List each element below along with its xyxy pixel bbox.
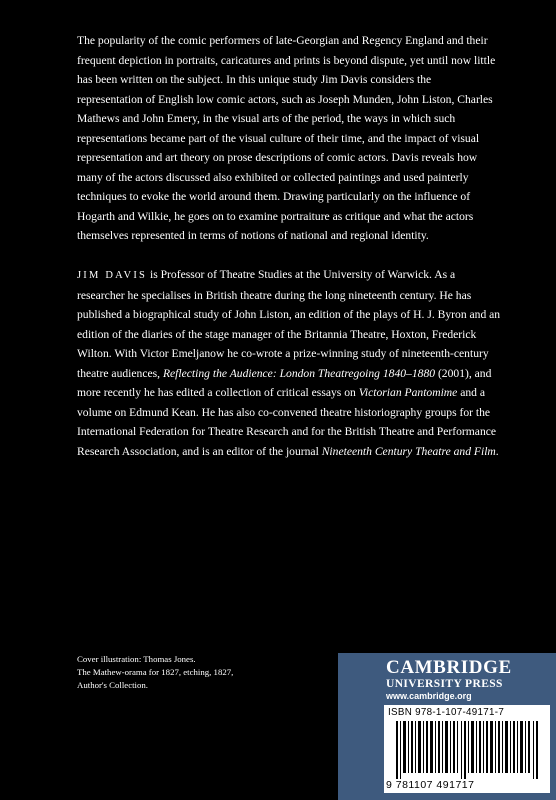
bio-text-4: . — [495, 444, 499, 458]
bio-text-1: is Professor of Theatre Studies at the University of Warwick. As a researcher he specialises in British theatre during the long nineteenth century. He has published a biographical study of John Liston, an edition of the plays of H. J. Byron and an edition of the diaries of the stage manager of the Britannia Theatre, Hoxton, Frederick Wilton. With Victor Emeljanow he co-wrote a prize-winning study of nineteenth-century theatre audiences, — [77, 268, 501, 380]
publisher-subtitle: UNIVERSITY PRESS — [386, 678, 503, 690]
credit-line-2: The Mathew-orama for 1827, etching, 1827, — [77, 667, 234, 677]
bio-book-title-2: Victorian Pantomime — [358, 386, 458, 399]
book-description: The popularity of the comic performers of late-Georgian and Regency England and their frequent depiction in portraits, caricatures and prints is beyond dispute, yet until now little has been written on the subject. In this unique study Jim Davis considers the representation of English low comic actors, such as Joseph Munden, John Liston, Charles Mathews and John Emery, in the visual arts of the period, the ways in which such representations became part of the visual culture of their time, and the impact of visual representation and art theory on prose descriptions of comic actors. Davis reveals how many of the actors discussed also exhibited or collected paintings and used painterly techniques to evoke the world around them. Drawing particularly on the influence of Hogarth and Wilkie, he goes on to examine portraiture as critique and what the actors themselves represented in terms of notions of national and regional identity. — [77, 34, 496, 242]
credit-line-3: Author's Collection. — [77, 680, 148, 690]
bio-text-3: and a volume on Edmund Kean. He has also co-convened theatre historiography groups for the International Federation for Theatre Research and for the British Theatre and Performance Research Association, and is an editor of the journal — [77, 386, 497, 458]
publisher-url: www.cambridge.org — [386, 691, 472, 701]
publisher-name: CAMBRIDGE — [386, 657, 512, 678]
publisher-block — [338, 653, 556, 800]
isbn-barcode-box — [384, 705, 550, 793]
author-biography — [77, 265, 501, 461]
barcode-icon — [396, 721, 542, 779]
bio-journal-title: Nineteenth Century Theatre and Film — [321, 444, 496, 458]
barcode-digits: 9 781107 491717 — [386, 779, 475, 791]
cover-illustration-credit — [77, 653, 307, 692]
credit-line-1: Cover illustration: Thomas Jones. — [77, 654, 196, 664]
author-name: JIM DAVIS — [77, 270, 148, 281]
bio-text-2: (2001), and more recently he has edited a collection of critical essays on — [77, 366, 492, 399]
bio-book-title-1: Reflecting the Audience: London Theatregoing 1840–1880 — [162, 366, 436, 380]
isbn-number: ISBN 978-1-107-49171-7 — [388, 707, 505, 718]
